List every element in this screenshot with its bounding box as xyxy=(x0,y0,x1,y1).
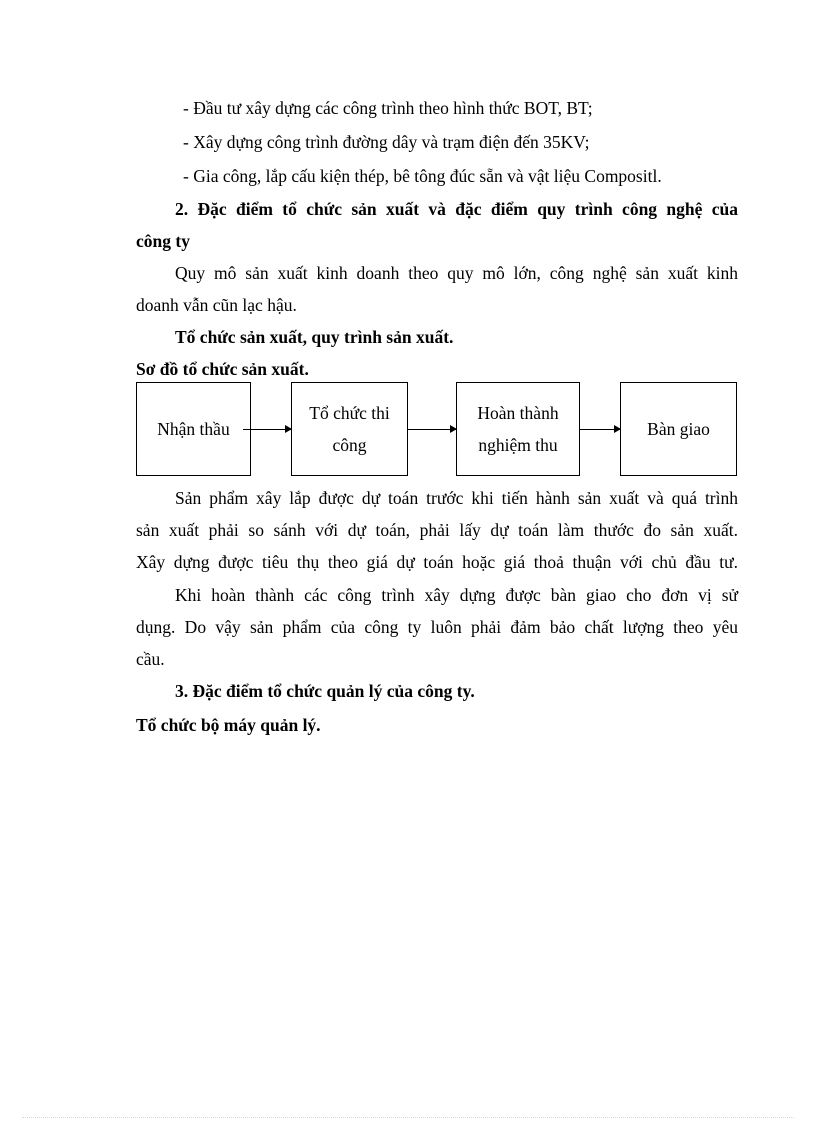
paragraph-line: Sản phẩm xây lắp được dự toán trước khi tiến hành sản xuất và quá trình xyxy=(175,488,738,508)
paragraph-line: Quy mô sản xuất kinh doanh theo quy mô lớn, công nghệ sản xuất kinh xyxy=(175,263,738,283)
flow-arrow-icon xyxy=(408,429,456,430)
production-subheading: Tổ chức sản xuất, quy trình sản xuất. xyxy=(175,327,454,347)
section-2-heading-line1: 2. Đặc điểm tổ chức sản xuất và đặc điểm quy trình công nghệ của xyxy=(175,199,738,219)
section-3-heading: 3. Đặc điểm tổ chức quản lý của công ty. xyxy=(175,681,475,701)
management-subheading: Tổ chức bộ máy quản lý. xyxy=(136,715,321,735)
section-2-heading-line2: công ty xyxy=(136,231,190,251)
bullet-item: - Đầu tư xây dựng các công trình theo hình thức BOT, BT; xyxy=(183,98,593,118)
paragraph-line: cầu. xyxy=(136,649,165,669)
paragraph-line: dụng. Do vậy sản phẩm của công ty luôn phải đảm bảo chất lượng theo yêu xyxy=(136,617,738,637)
flow-step-construction: Tổ chức thi công xyxy=(291,382,408,476)
paragraph-line: doanh vẫn cũn lạc hậu. xyxy=(136,295,297,315)
flow-step-acceptance: Hoàn thành nghiệm thu xyxy=(456,382,580,476)
paragraph-line: sản xuất phải so sánh với dự toán, phải lấy dự toán làm thước đo sản xuất. xyxy=(136,520,738,540)
page-bottom-divider xyxy=(22,1117,794,1118)
flow-arrow-icon xyxy=(243,429,291,430)
flow-step-bidding: Nhận thầu xyxy=(136,382,251,476)
paragraph-line: Khi hoàn thành các công trình xây dựng được bàn giao cho đơn vị sử xyxy=(175,585,738,605)
paragraph-line: Xây dựng được tiêu thụ theo giá dự toán hoặc giá thoả thuận với chủ đầu tư. xyxy=(136,552,738,572)
bullet-item: - Gia công, lắp cấu kiện thép, bê tông đúc sẵn và vật liệu Compositl. xyxy=(183,166,662,186)
flow-arrow-icon xyxy=(580,429,620,430)
bullet-item: - Xây dựng công trình đường dây và trạm điện đến 35KV; xyxy=(183,132,590,152)
flow-step-handover: Bàn giao xyxy=(620,382,737,476)
diagram-title: Sơ đồ tổ chức sản xuất. xyxy=(136,359,309,379)
